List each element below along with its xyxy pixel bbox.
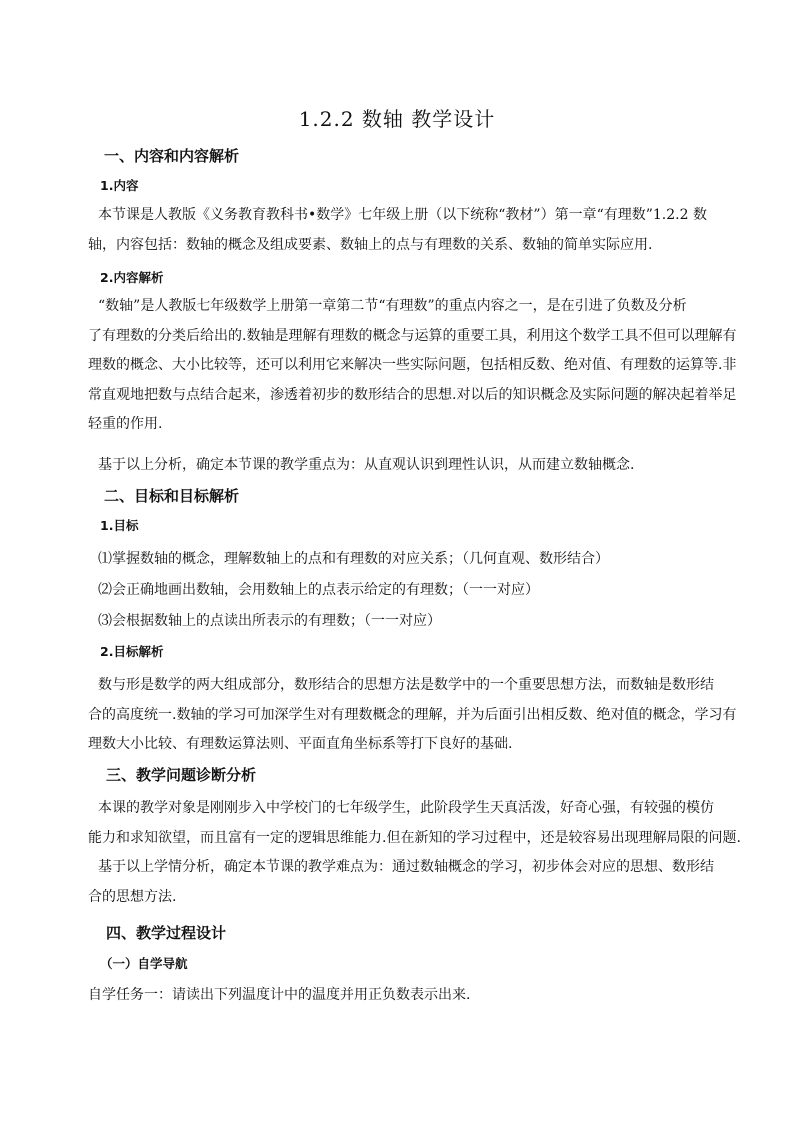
document-title: 1.2.2 数轴 教学设计 [298,107,496,131]
section-heading-1: 一、内容和内容解析 [104,147,240,165]
section-heading-4: 四、教学过程设计 [106,924,227,942]
text-line: 理数大小比较、有理数运算法则、平面直角坐标系等打下良好的基础. [88,736,513,752]
goal-item: ⑵会正确地画出数轴，会用数轴上的点表示给定的有理数；（一一对应） [98,582,539,598]
diagnosis-paragraph [88,794,741,912]
goal-analysis-paragraph [88,671,737,760]
text-line: 基于以上学情分析，确定本节课的教学难点为：通过数轴概念的学习，初步体会对应的思想、数形结 [98,859,714,875]
text-line: 能力和求知欲望，而且富有一定的逻辑思维能力.但在新知的学习过程中，还是较容易出现理解局限的问题. [88,829,741,846]
text-line: 理数的概念、大小比较等，还可以利用它来解决一些实际问题，包括相反数、绝对值、有理数的运算等.非 [88,357,737,373]
analysis-paragraph [88,292,737,440]
text-line: 基于以上分析，确定本节课的教学重点为：从直观认识到理性认识，从而建立数轴概念. [98,457,635,473]
text-line: 轻重的作用. [88,416,163,432]
text-line: 了有理数的分类后给出的.数轴是理解有理数的概念与运算的重要工具，利用这个数学工具不但可以理解有 [88,327,737,344]
section-heading-3: 三、教学问题诊断分析 [106,766,257,784]
text-line: 自学任务一：请读出下列温度计中的温度并用正负数表示出来. [88,987,471,1003]
text-line: 本课的教学对象是刚刚步入中学校门的七年级学生，此阶段学生天真活泼，好奇心强，有较强的模仿 [98,800,714,816]
task-paragraph [88,981,708,1011]
text-line: 常直观地把数与点结合起来，渗透着初步的数形结合的思想.对以后的知识概念及实际问题的解决起着举足 [88,386,737,403]
text-line: 数与形是数学的两大组成部分，数形结合的思想方法是数学中的一个重要思想方法，而数轴是数形结 [98,677,714,693]
text-line: 轴，内容包括：数轴的概念及组成要素、数轴上的点与有理数的关系、数轴的简单实际应用. [88,236,653,253]
subheading-goals: 1.目标 [100,518,139,533]
text-line: 合的高度统一.数轴的学习可加深学生对有理数概念的理解，并为后面引出相反数、绝对值的概念，学习有 [88,706,737,723]
subheading-content: 1.内容 [100,178,139,193]
text-line: 合的思想方法. [88,888,177,905]
subheading-self-study: （一）自学导航 [100,956,188,971]
subheading-content-analysis: 2.内容解析 [100,270,164,285]
section-heading-2: 二、目标和目标解析 [104,487,240,505]
subheading-goal-analysis: 2.目标解析 [100,644,164,659]
goal-item: ⑶会根据数轴上的点读出所表示的有理数；（一一对应） [98,613,441,629]
goal-item: ⑴掌握数轴的概念，理解数轴上的点和有理数的对应关系；（几何直观、数形结合） [98,551,609,567]
content-paragraph [88,201,708,260]
focus-paragraph [88,451,708,481]
text-line: “数轴”是人教版七年级数学上册第一章第二节“有理数”的重点内容之一，是在引进了负数及分析 [98,298,687,314]
text-line: 本节课是人教版《义务教育教科书•数学》七年级上册（以下统称“教材”）第一章“有理数”1.2.2 数 [98,207,707,223]
